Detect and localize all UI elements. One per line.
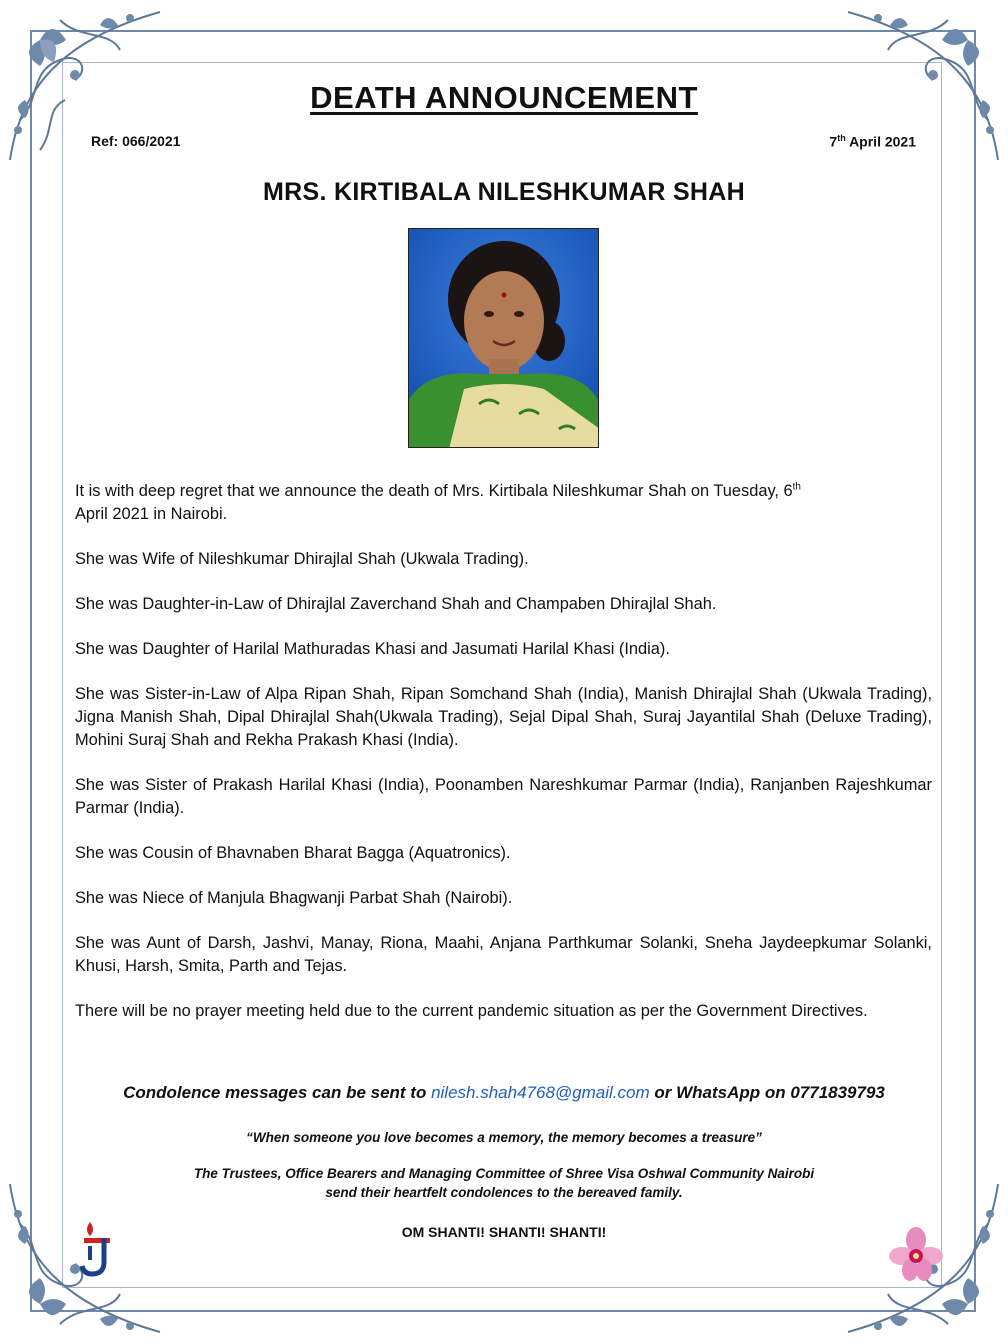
- paragraph-prayer-meeting: There will be no prayer meeting held due to the current pandemic situation as per the Government Directives.: [75, 1002, 868, 1020]
- email-link[interactable]: nilesh.shah4768@gmail.com: [431, 1083, 650, 1102]
- deceased-name: MRS. KIRTIBALA NILESHKUMAR SHAH: [263, 178, 745, 206]
- announcement-title: DEATH ANNOUNCEMENT: [310, 80, 698, 115]
- trustees-message: The Trustees, Office Bearers and Managing Committee of Shree Visa Oshwal Community Nairobi send their heartfelt condolences to the bereaved family.: [193, 1166, 815, 1200]
- paragraph-relation: She was Cousin of Bhavnaben Bharat Bagga (Aquatronics).: [75, 844, 511, 862]
- orchid-flower-icon: [888, 1226, 944, 1282]
- condolence-contact: Condolence messages can be sent to nilesh.shah4768@gmail.com or WhatsApp on 0771839793: [123, 1083, 885, 1102]
- paragraph-relation: She was Sister of Prakash Harilal Khasi (India), Poonamben Nareshkumar Parmar (India), Ranjanben Rajeshkumar Parmar (India).: [75, 776, 932, 817]
- paragraph-relation: She was Sister-in-Law of Alpa Ripan Shah, Ripan Somchand Shah (India), Manish Dhirajlal Shah (Ukwala Trading), Jigna Manish Shah, Dipal Dhirajlal Shah(Ukwala Trading), Sejal Dipal Shah, Suraj Jayantilal Shah (Deluxe Trading), Mohini Suraj Shah and Rekha Prakash Khasi (India).: [75, 685, 932, 749]
- paragraph-relation: She was Daughter-in-Law of Dhirajlal Zaverchand Shah and Champaben Dhirajlal Shah.: [75, 595, 717, 613]
- paragraph-relation: She was Wife of Nileshkumar Dhirajlal Shah (Ukwala Trading).: [75, 550, 529, 568]
- paragraph-announcement: It is with deep regret that we announce the death of Mrs. Kirtibala Nileshkumar Shah on Tuesday, 6th April 2021 in Nairobi.: [75, 481, 801, 523]
- reference-number: Ref: 066/2021: [91, 133, 181, 149]
- announcement-date: 7th April 2021: [829, 133, 916, 150]
- closing-prayer: OM SHANTI! SHANTI! SHANTI!: [401, 1224, 607, 1240]
- portrait-photo: [408, 228, 599, 448]
- community-logo-icon: [78, 1218, 118, 1278]
- paragraph-relation: She was Aunt of Darsh, Jashvi, Manay, Riona, Maahi, Anjana Parthkumar Solanki, Sneha Jaydeepkumar Solanki, Khusi, Harsh, Smita, Parth and Tejas.: [75, 934, 932, 975]
- announcement-body: [75, 480, 932, 1045]
- memorial-quote: “When someone you love becomes a memory, the memory becomes a treasure”: [246, 1130, 762, 1145]
- paragraph-relation: She was Daughter of Harilal Mathuradas Khasi and Jasumati Harilal Khasi (India).: [75, 640, 670, 658]
- paragraph-relation: She was Niece of Manjula Bhagwanji Parbat Shah (Nairobi).: [75, 889, 513, 907]
